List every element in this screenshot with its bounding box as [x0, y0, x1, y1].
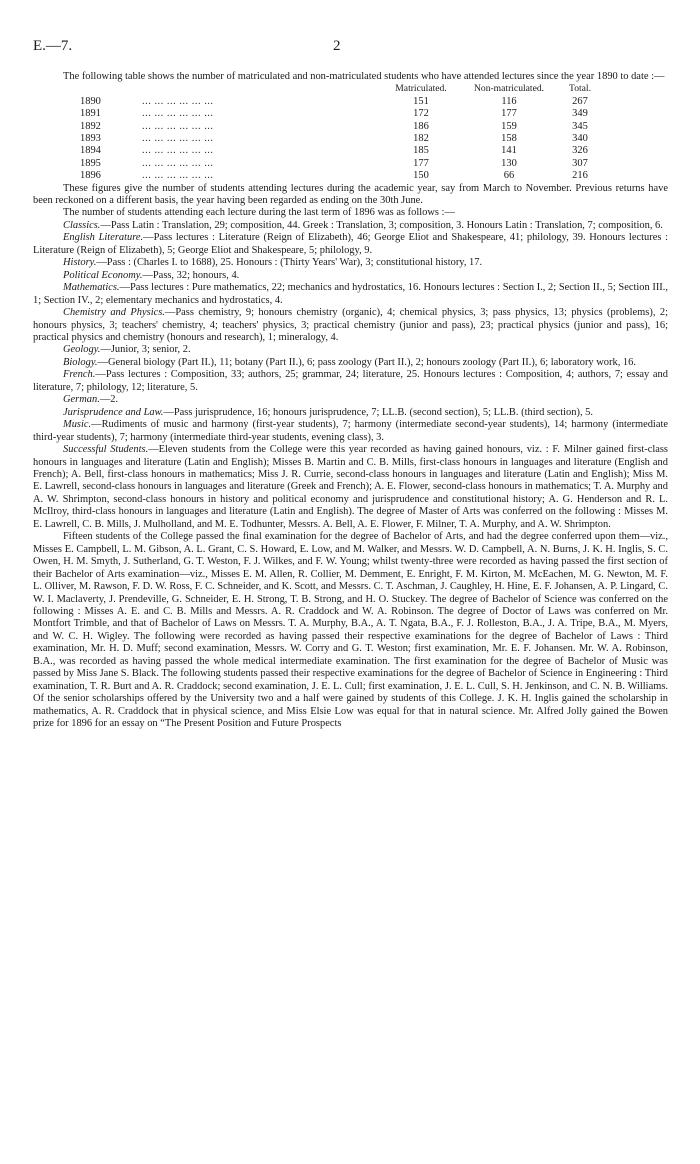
paragraphs [33, 183, 668, 731]
document-reference: E.—7. [33, 38, 73, 54]
students-table [33, 83, 668, 182]
matriculated-cell: 185 [413, 145, 429, 157]
matriculated-cell: 151 [413, 95, 429, 107]
section-heading: German. [63, 394, 100, 406]
paragraph [33, 282, 668, 307]
paragraph-text: —Pass Latin : Translation, 29; composition, 44. Greek : Translation, 3; composition, 3. Honours Latin : Translation, 7; composition, 6. [100, 219, 663, 231]
non-matriculated-cell: 177 [501, 108, 517, 120]
paragraph-text: —2. [99, 394, 119, 406]
matriculated-cell: 150 [413, 170, 429, 182]
year-cell: 1894 [80, 145, 101, 157]
year-cell: 1895 [80, 157, 101, 169]
year-cell: 1891 [80, 108, 101, 120]
matriculated-cell: 182 [413, 133, 429, 145]
section-heading: Mathematics. [63, 282, 120, 294]
matriculated-cell: 172 [413, 108, 429, 120]
total-cell: 345 [572, 120, 588, 132]
column-header-matriculated: Matriculated. [395, 83, 447, 95]
page-number: 2 [333, 38, 341, 54]
column-header-non-matriculated: Non-matriculated. [473, 83, 545, 95]
section-heading: Jurisprudence and Law. [63, 406, 164, 418]
section-heading: Successful Students. [63, 444, 149, 456]
year-cell: 1890 [80, 95, 101, 107]
body-text [33, 71, 668, 731]
non-matriculated-cell: 159 [501, 120, 517, 132]
paragraph [33, 344, 668, 356]
section-heading: English Literature. [63, 232, 144, 244]
section-heading: History. [63, 257, 97, 269]
paragraph [33, 270, 668, 282]
paragraph [33, 407, 668, 419]
paragraph [33, 257, 668, 269]
leader-dots: ... ... ... ... ... ... [142, 157, 214, 169]
section-heading: Geology. [63, 344, 101, 356]
total-cell: 340 [572, 133, 588, 145]
non-matriculated-cell: 66 [503, 170, 515, 182]
paragraph-text: —Pass jurisprudence, 16; honours jurisprudence, 7; LL.B. (second section), 5; LL.B. (third section), 5. [163, 406, 594, 418]
non-matriculated-cell: 158 [501, 133, 517, 145]
paragraph [33, 183, 668, 208]
section-heading: Biology. [63, 356, 98, 368]
paragraph [33, 531, 668, 730]
section-heading: Political Economy. [63, 269, 143, 281]
paragraph-text: —Pass, 32; honours, 4. [142, 269, 240, 281]
paragraph-text: —Eleven students from the College were this year recorded as having gained honours, viz. : F. Milner gained first-class honours in languages and literature (Latin and English); Misses B. Martin and C. B. Mills, first-class honours in languages and literature (English and French); A. Bell, first-class honours in mathematics; Miss J. R. Currie, second-class honours in languages and literature (Latin and English); Miss M. E. Lawrell, second-class honours in languages and literature (Greek and French); A. E. Flower, second-class honours in mathematics; T. A. Murphy and A. W. Shrimpton, second-class honours in history and political economy and jurisprudence and constitutional history; A. G. Henderson and R. L. McIlroy, third-class honours in languages and literature (Latin and English). The degree of Master of Arts was conferred on the following : Misses M. E. Lawrell, C. B. Mills, J. Mulholland, and M. E. Todhunter, Messrs. A. Bell, A. E. Flower, F. Milner, T. A. Murphy, and A. W. Shrimpton. [33, 444, 668, 530]
table-body [33, 96, 668, 183]
paragraph-text: —General biology (Part II.), 11; botany (Part II.), 6; pass zoology (Part II.), 2; honours zoology (Part II.), 6; laboratory work, 16. [97, 356, 636, 368]
paragraph [33, 232, 668, 257]
leader-dots: ... ... ... ... ... ... [142, 145, 214, 157]
paragraph-text: The number of students attending each lecture during the last term of 1896 was as follows :— [63, 207, 455, 219]
leader-dots: ... ... ... ... ... ... [142, 133, 214, 145]
year-cell: 1893 [80, 133, 101, 145]
total-cell: 307 [572, 157, 588, 169]
section-heading: French. [63, 369, 96, 381]
paragraph [33, 357, 668, 369]
table-row [33, 145, 668, 157]
paragraph [33, 394, 668, 406]
table-row [33, 121, 668, 133]
leader-dots: ... ... ... ... ... ... [142, 95, 214, 107]
paragraph-text: —Junior, 3; senior, 2. [100, 344, 191, 356]
paragraph-text: —Pass lectures : Composition, 33; authors, 25; grammar, 24; literature, 25. Honours lectures : Composition, 4; authors, 7; essay and literature, 7; philology, 12; literature, 5. [33, 369, 668, 393]
matriculated-cell: 186 [413, 120, 429, 132]
paragraph-text: —Pass : (Charles I. to 1688), 25. Honours : (Thirty Years' War), 3; constitutional history, 17. [96, 257, 483, 269]
paragraph [33, 307, 668, 344]
paragraph-text: —Rudiments of music and harmony (first-year students), 7; harmony (intermediate second-year students), 14; harmony (intermediate third-year students), 7; harmony (intermediate third-year students, evening class), 3. [33, 419, 668, 443]
matriculated-cell: 177 [413, 157, 429, 169]
table-row [33, 170, 668, 182]
non-matriculated-cell: 141 [501, 145, 517, 157]
total-cell: 349 [572, 108, 588, 120]
non-matriculated-cell: 116 [501, 95, 517, 107]
paragraph-text: Fifteen students of the College passed the final examination for the degree of Bachelor of Arts, and had the degree conferred upon them—viz., Misses E. Campbell, L. M. Gibson, A. L. Grant, C. S. Howard, E. Low, and M. Walker, and Messrs. W. D. Campbell, A. N. Burns, J. K. H. Inglis, S. C. Owen, H. M. Smyth, J. Sutherland, G. T. Weston, F. J. Wilkes, and F. W. Young; whilst twenty-three were recorded as having passed the first section of their Bachelor of Arts examination—viz., Misses E. M. Allen, R. Collier, M. Demment, E. Enright, F. M. Kirton, M. McEachen, M. G. Newton, M. F. L. Olliver, M. Rawson, F. D. W. Ross, F. C. Schneider, and K. Scott, and Messrs. C. T. Aschman, J. Caughley, H. Hine, E. F. Johansen, A. P. Lingard, C. W. I. Maclaverty, J. Prendeville, G. Schneider, E. H. Strong, T. B. Strong, and H. O. Stuckey. The degree of Bachelor of Science was conferred on the following : Misses A. E. and C. B. Mills and Messrs. A. R. Craddock and W. A. Robinson. The degree of Doctor of Laws was conferred on Mr. Montfort Trimble, and that of Bachelor of Laws on Messrs. T. A. Murphy, B.A., A. T. Ngata, B.A., F. J. Rolleston, B.A., J. A. Tripe, B.A., M. Myers, and W. C. H. Wigley. The following were recorded as having passed their respective examinations for the degree of Bachelor of Laws : Third examination, Mr. H. D. Muff; second examination, Messrs. W. Corry and G. T. Weston; first examination, Mr. E. F. Johansen. Mr. W. A. Robinson, B.A., was recorded as having passed the whole medical intermediate examination. The first examination for the degree of Bachelor of Music was passed by Miss Jane S. Black. The following students passed their respective examinations for the degree of Bachelor of Science in Engineering : Third examination, T. R. Burt and A. R. Craddock; second examination, J. E. L. Cull; first examination, J. E. L. Cull, S. H. Jenkinson, and C. N. B. Williams. Of the senior scholarships offered by the University two and a half were gained by students of this College. J. K. H. Inglis gained the scholarship in mathematics, A. R. Craddock that in physical science, and Miss Elsie Low was equal for that in natural science. Mr. Alfred Jolly gained the Bowen prize for 1896 for an essay on “The Present Position and Future Prospects [33, 531, 668, 730]
year-cell: 1892 [80, 120, 101, 132]
total-cell: 326 [572, 145, 588, 157]
section-heading: Classics. [63, 219, 101, 231]
column-header-total: Total. [569, 83, 591, 95]
paragraph-text: —Pass chemistry, 9; honours chemistry (organic), 4; chemical physics, 3; pass physics, 13; physics (problems), 2; honours physics, 3; teachers' chemistry, 4; teachers' physics, 3; practical chemistry (junior and pass), 23; practical physics (junior and pass), 16; practical physics and chemistry (honours and research), 1; mineralogy, 4. [33, 307, 668, 344]
paragraph [33, 220, 668, 232]
section-heading: Chemistry and Physics. [63, 307, 165, 319]
table-row [33, 96, 668, 108]
leader-dots: ... ... ... ... ... ... [142, 108, 214, 120]
paragraph-text: —Pass lectures : Literature (Reign of Elizabeth), 46; George Eliot and Shakespeare, 41; philology, 39. Honours lectures : Literature (Reign of Elizabeth), 5; George Eliot and Shakespeare, 5; philology, 9. [33, 232, 668, 256]
total-cell: 216 [572, 170, 588, 182]
intro-paragraph: The following table shows the number of matriculated and non-matriculated students who have attended lectures since the year 1890 to date :— [63, 71, 665, 82]
paragraph-text: —Pass lectures : Pure mathematics, 22; mechanics and hydrostatics, 16. Honours lectures : Section I., 2; Section II., 5; Section III., 1; Section IV., 2; elementary mechanics and hydrostatics, 4. [33, 282, 668, 306]
total-cell: 267 [572, 95, 588, 107]
year-cell: 1896 [80, 170, 101, 182]
paragraph [33, 444, 668, 531]
paragraph [33, 369, 668, 394]
table-row [33, 158, 668, 170]
table-row [33, 133, 668, 145]
paragraph [33, 419, 668, 444]
paragraph-text: These figures give the number of students attending lectures during the academic year, say from March to November. Previous returns have been reckoned on a different basis, the year having been regarded as ending on the 30th June. [33, 182, 668, 207]
leader-dots: ... ... ... ... ... ... [142, 170, 214, 182]
non-matriculated-cell: 130 [501, 157, 517, 169]
table-header-row [33, 83, 668, 95]
leader-dots: ... ... ... ... ... ... [142, 120, 214, 132]
section-heading: Music. [63, 419, 92, 431]
table-row [33, 108, 668, 120]
paragraph [33, 207, 668, 219]
